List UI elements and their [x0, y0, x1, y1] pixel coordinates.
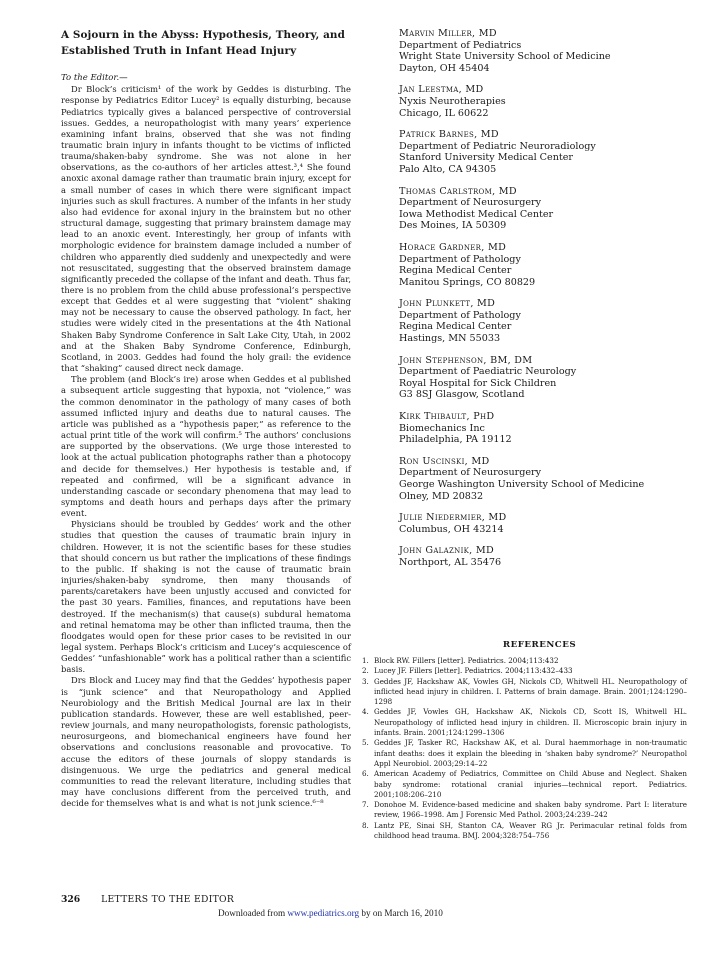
download-suffix: by on March 16, 2010	[359, 908, 443, 918]
author-name: John Plunkett, MD	[399, 298, 496, 310]
reference-number: 7.	[362, 800, 369, 810]
author-affiliation-line: Department of Neurosurgery	[399, 197, 542, 209]
reference-text: Geddes JF, Vowles GH, Hackshaw AK, Nickols CD, Scott IS, Whitwell HL. Neuropathology of inflicted head injury in children. II. Microscopic brain injury in infants. Brain. 2001;124:1299–1306	[374, 707, 687, 738]
reference-item	[362, 769, 687, 800]
author-affiliation-line: George Washington University School of Medicine	[399, 479, 645, 490]
author-block	[399, 242, 689, 288]
author-affiliation-line: Royal Hospital for Sick Children	[399, 377, 557, 389]
author-affiliation-line: Department of Paediatric Neurology	[399, 366, 577, 378]
author-affiliation-line: Department of Pediatric Neuroradiology	[399, 140, 596, 152]
author-affiliation-line: Dayton, OH 45404	[399, 62, 490, 74]
author-affiliation-line: Department of Neurosurgery	[399, 467, 542, 479]
letter-paragraph-1: Dr Block’s criticism¹ of the work by Geddes is disturbing. The response by Pediatrics Editor Lucey² is equally disturbing, because Pediatrics typically gives a balanced perspective of controversial issues. Geddes, a neuropathologist with many years’ experience examining infant brains, observed that she was not finding traumatic brain injury in infants thought to be victims of inflicted trauma/shaken-baby syndrome. She was not alone in her observations, as the co-authors of her articles attest.³,⁴ She found anoxic axonal damage rather than traumatic brain injury, except for a small number of cases in which there were significant impact injuries such as skull fractures. A number of the infants in her study also had evidence for axonal injury in the brainstem but no other structural damage, suggesting that primary brainstem damage may lead to an anoxic event. Interestingly, her group of infants with morphologic evidence for brainstem damage included a number of children who apparently died suddenly and unexpectedly and were not resuscitated, suggesting that the observed brainstem damage significantly preceded the collapse of the infant and death. Thus far, there is no problem from the child abuse professional’s perspective except that Geddes et al were suggesting that “violent” shaking may not be necessary to cause the observed pathology. In fact, her studies were widely cited in the presentations at the 4th National Shaken Baby Syndrome Conference in Salt Lake City, Utah, in 2002 and at the Shaken Baby Syndrome Conference, Edinburgh, Scotland, in 2003. Geddes had found the holy grail: the evidence that “shaking” caused direct neck damage.	[61, 84, 351, 374]
reference-item	[362, 677, 687, 708]
section-label: LETTERS TO THE EDITOR	[101, 894, 235, 905]
author-name: Patrick Barnes, MD	[399, 129, 499, 141]
references-section	[362, 640, 687, 841]
author-name: John Stephenson, BM, DM	[399, 354, 533, 366]
reference-number: 5.	[362, 738, 369, 748]
author-name: Kirk Thibault, PhD	[399, 411, 495, 423]
author-name: Horace Gardner, MD	[399, 241, 507, 253]
letter-paragraph-2: The problem (and Block’s ire) arose when Geddes et al published a subsequent article suggesting that hypoxia, not “violence,” was the common denominator in the pathology of many cases of both assumed inflicted injury and deaths due to natural causes. The article was published as a “hypothesis paper,” as reference to the actual print title of the work will confirm.⁵ The authors’ conclusions are supported by the observations. (We urge those interested to look at the actual publication photographs rather than a photocopy and decide for themselves.) Her hypothesis is testable and, if repeated and confirmed, will be a significant advance in understanding cascade or secondary phenomena that may lead to symptoms and death hours and perhaps days after the primary event.	[61, 374, 351, 519]
author-affiliation-line: Chicago, IL 60622	[399, 107, 489, 119]
page-number: 326	[61, 894, 81, 905]
author-affiliation-line: Northport, AL 35476	[399, 556, 502, 568]
author-block	[399, 512, 689, 535]
pediatrics-link[interactable]: www.pediatrics.org	[287, 908, 360, 918]
author-affiliation-line: Wright State University School of Medicine	[399, 51, 611, 63]
reference-item	[362, 707, 687, 738]
reference-item	[362, 821, 687, 842]
reference-item	[362, 666, 687, 676]
author-affiliation-line: Columbus, OH 43214	[399, 523, 504, 535]
author-name: Jan Leestma, MD	[399, 84, 484, 96]
author-affiliation-line: G3 8SJ Glasgow, Scotland	[399, 389, 525, 401]
letter-paragraph-4: Drs Block and Lucey may find that the Geddes’ hypothesis paper is “junk science” and that Neuropathology and Applied Neurobiology and the British Medical Journal are lax in their publication standards. However, these are well established, peer-review journals, and many neuropathologists, forensic pathologists, neurosurgeons, and biomechanical engineers have found her observations and conclusions reasonable and provocative. To accuse the editors of these journals of sloppy standards is disingenuous. We urge the pediatrics and general medical communities to read the relevant literature, including studies that may have conclusions different from the perceived truth, and decide for themselves what is and what is not junk science.⁶⁻⁸	[61, 675, 351, 809]
reference-text: Geddes JF, Hackshaw AK, Vowles GH, Nickols CD, Whitwell HL. Neuropathology of inflicted head injury in children. I. Patterns of brain damage. Brain. 2001;124:1290–1298	[374, 676, 687, 707]
reference-text: Block RW. Fillers [letter]. Pediatrics. 2004;113:432	[374, 656, 559, 665]
author-affiliation-line: Biomechanics Inc	[399, 422, 485, 434]
page-footer	[61, 894, 234, 905]
reference-item	[362, 738, 687, 769]
reference-item	[362, 800, 687, 821]
author-block	[399, 28, 689, 74]
author-affiliation-line: Department of Pathology	[399, 309, 521, 321]
author-name: Julie Niedermier, MD	[399, 512, 507, 524]
references-list	[362, 656, 687, 841]
author-affiliation-line: Stanford University Medical Center	[399, 152, 573, 164]
author-name: John Galaznik, MD	[399, 545, 494, 557]
author-block	[399, 355, 689, 401]
author-block	[399, 298, 689, 344]
reference-number: 4.	[362, 707, 369, 717]
reference-item	[362, 656, 687, 666]
letter-column	[61, 28, 351, 809]
reference-text: Lucey JF. Fillers [letter]. Pediatrics. 2004;113:432–433	[374, 666, 573, 676]
author-block	[399, 186, 689, 232]
author-list	[399, 28, 689, 579]
author-affiliation-line: Hastings, MN 55033	[399, 333, 501, 345]
reference-number: 6.	[362, 769, 369, 779]
reference-number: 3.	[362, 676, 369, 686]
letter-title: A Sojourn in the Abyss: Hypothesis, Theory, and Established Truth in Infant Head Injury	[61, 29, 345, 57]
author-affiliation-line: Regina Medical Center	[399, 321, 512, 333]
author-affiliation-line: Department of Pathology	[399, 253, 521, 265]
author-name: Thomas Carlstrom, MD	[399, 185, 517, 197]
author-block	[399, 411, 689, 446]
reference-text: Lantz PE, Sinai SH, Stanton CA, Weaver RG Jr. Perimacular retinal folds from childhood head trauma. BMJ. 2004;328:754–756	[374, 820, 687, 841]
reference-text: Geddes JF, Tasker RC, Hackshaw AK, et al. Dural haemmorhage in non-traumatic infant deaths: does it explain the bleeding in ‘shaken baby syndrome?’ Neuropathol Appl Neurobiol. 2003;29:14–22	[374, 738, 687, 768]
author-affiliation-line: Olney, MD 20832	[399, 490, 484, 502]
references-heading: REFERENCES	[502, 640, 577, 650]
salutation: To the Editor.—	[61, 73, 128, 83]
author-affiliation-line: Palo Alto, CA 94305	[399, 163, 497, 175]
author-affiliation-line: Philadelphia, PA 19112	[399, 434, 512, 446]
author-block	[399, 129, 689, 175]
author-affiliation-line: Iowa Methodist Medical Center	[399, 208, 554, 220]
download-notice	[218, 908, 443, 918]
reference-number: 1.	[362, 656, 369, 665]
reference-text: American Academy of Pediatrics, Committee on Child Abuse and Neglect. Shaken baby syndrome: rotational cranial injuries—technical report. Pediatrics. 2001;108:206–210	[374, 769, 687, 799]
reference-text: Donohoe M. Evidence-based medicine and shaken baby syndrome. Part I: literature review, 1966–1998. Am J Forensic Med Pathol. 2003;24:239–242	[374, 800, 687, 820]
reference-number: 8.	[362, 820, 369, 830]
author-block	[399, 84, 689, 119]
author-block	[399, 545, 689, 568]
author-affiliation-line: Des Moines, IA 50309	[399, 220, 507, 232]
reference-number: 2.	[362, 666, 369, 676]
letter-paragraph-3: Physicians should be troubled by Geddes’ work and the other studies that question the causes of traumatic brain injury in children. However, it is not the scientific bases for these studies that should concern us but rather the implications of these findings to the public. If shaking is not the cause of traumatic brain injuries/shaken-baby syndrome, then many thousands of parents/caretakers have been unjustly accused and convicted for the past 30 years. Families, finances, and reputations have been destroyed. If the mechanism(s) that cause(s) subdural hematoma and retinal hematoma may be other than inflicted trauma, then the floodgates would open for these prior cases to be revisited in our legal system. Perhaps Block’s criticism and Lucey’s acquiescence of Geddes’ “unfashionable” work has a political rather than a scientific basis.	[61, 519, 351, 675]
author-affiliation-line: Nyxis Neurotherapies	[399, 95, 506, 107]
author-block	[399, 456, 689, 502]
author-name: Marvin Miller, MD	[399, 28, 497, 39]
author-affiliation-line: Department of Pediatrics	[399, 39, 522, 51]
author-name: Ron Uscinski, MD	[399, 455, 490, 467]
author-affiliation-line: Regina Medical Center	[399, 265, 512, 277]
download-prefix: Downloaded from	[218, 908, 288, 918]
author-affiliation-line: Manitou Springs, CO 80829	[399, 276, 536, 288]
